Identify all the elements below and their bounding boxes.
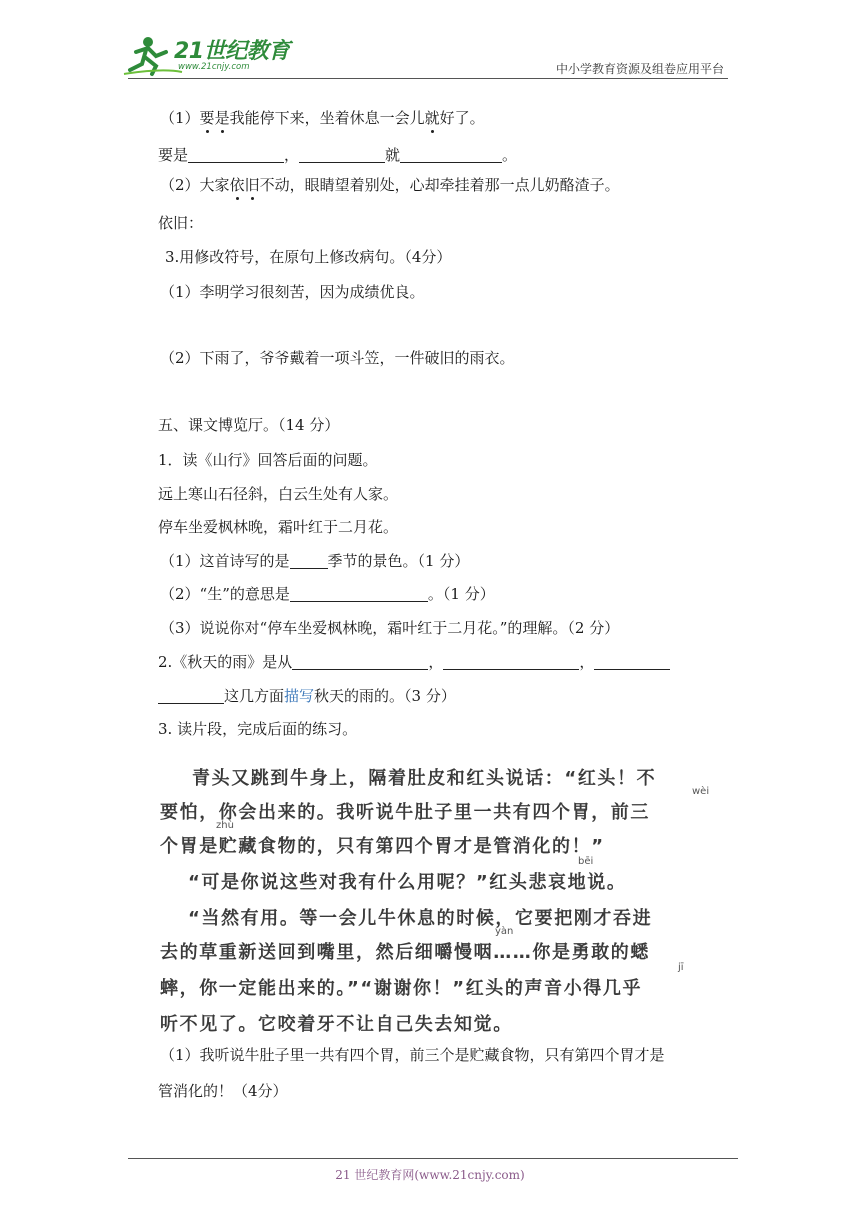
answer-blank[interactable]	[292, 653, 428, 670]
dotted-word: 就	[424, 109, 440, 127]
poem-line1: 远上寒山石径斜，白云生处有人家。	[158, 485, 399, 503]
rain-question-cont: 这几方面描写秋天的雨的。（3 分）	[158, 686, 456, 706]
describe-link[interactable]: 描写	[284, 687, 315, 705]
passage-excerpt	[160, 758, 760, 1038]
dotted-word: 依	[229, 176, 245, 194]
header-divider	[128, 78, 728, 79]
q3-sentence2: （2）下雨了，爷爷戴着一项斗笠，一件破旧的雨衣。	[160, 349, 515, 367]
logo-url: www.21cnjy.com	[178, 62, 250, 72]
pinyin: bēi	[578, 856, 594, 867]
passage-line: 听不见了。它咬着牙不让自己失去知觉。	[160, 1014, 513, 1035]
q2-fill1: 要是 ， 就 。	[158, 146, 518, 164]
q2-fill2: 依旧：	[158, 214, 204, 232]
passage-q1-cont: 管消化的！（4分）	[158, 1082, 288, 1100]
q2-item2: （2）大家依旧不动，眼睛望着别处，心却牵挂着那一点儿奶酪渣子。	[160, 176, 620, 194]
poem-q2: （2）“生”的意思是 。（1 分）	[160, 585, 495, 603]
rain-question: 2.《秋天的雨》是从 ， ，	[158, 652, 670, 672]
pinyin: wèi	[692, 786, 710, 797]
passage-q1: （1）我听说牛肚子里一共有四个胃，前三个是贮藏食物，只有第四个胃才是	[160, 1046, 665, 1064]
poem-line2: 停车坐爱枫林晚，霜叶红于二月花。	[158, 518, 399, 536]
q2-item1: （1）要是我能停下来，坐着休息一会儿就好了。	[160, 109, 485, 127]
poem-question: 1．读《山行》回答后面的问题。	[158, 451, 378, 469]
q3-title: 3.用修改符号，在原句上修改病句。（4分）	[165, 248, 452, 266]
answer-blank[interactable]	[299, 146, 385, 163]
platform-title: 中小学教育资源及组卷应用平台	[555, 62, 724, 76]
answer-blank[interactable]	[158, 687, 224, 704]
passage-line: “可是你说这些对我有什么用呢？”红头悲哀地说。	[188, 872, 627, 893]
dotted-word: 是	[214, 109, 230, 127]
q3-sentence1: （1）李明学习很刻苦，因为成绩优良。	[160, 283, 425, 301]
read-question: 3. 读片段，完成后面的练习。	[158, 720, 358, 738]
footer-source[interactable]: 21 世纪教育网(www.21cnjy.com)	[335, 1168, 525, 1182]
answer-blank[interactable]	[290, 585, 428, 602]
dotted-word: 旧	[244, 176, 260, 194]
answer-blank[interactable]	[290, 552, 328, 569]
pinyin: yàn	[495, 926, 514, 937]
answer-blank[interactable]	[443, 653, 579, 670]
pinyin: jī	[678, 962, 684, 973]
passage-line: “当然有用。等一会儿牛休息的时候，它要把刚才吞进	[188, 908, 653, 929]
poem-q3: （3）说说你对“停车坐爱枫林晚，霜叶红于二月花。”的理解。（2 分）	[160, 619, 620, 637]
passage-line: 去的草重新送回到嘴里，然后细嚼慢咽……你是勇敢的蟋	[160, 942, 650, 963]
site-logo	[122, 30, 292, 78]
answer-blank[interactable]	[188, 146, 284, 163]
pinyin: zhù	[216, 820, 234, 831]
passage-line: 蟀，你一定能出来的。”“谢谢你！”红头的声音小得几乎	[160, 978, 643, 999]
poem-q1: （1）这首诗写的是 季节的景色。（1 分）	[160, 552, 470, 570]
footer-divider	[128, 1158, 738, 1159]
answer-blank[interactable]	[594, 653, 670, 670]
passage-line: 青头又跳到牛身上，隔着肚皮和红头说话：“红头！不	[192, 768, 657, 789]
passage-line: 个胃是贮藏食物的，只有第四个胃才是管消化的！”	[160, 836, 605, 857]
logo-text: 21世纪教育	[174, 39, 290, 64]
dotted-word: 要	[199, 109, 215, 127]
answer-blank[interactable]	[400, 146, 502, 163]
section5-title: 五、课文博览厅。（14 分）	[158, 416, 340, 434]
passage-line: 要怕，你会出来的。我听说牛肚子里一共有四个胃，前三	[160, 802, 650, 823]
